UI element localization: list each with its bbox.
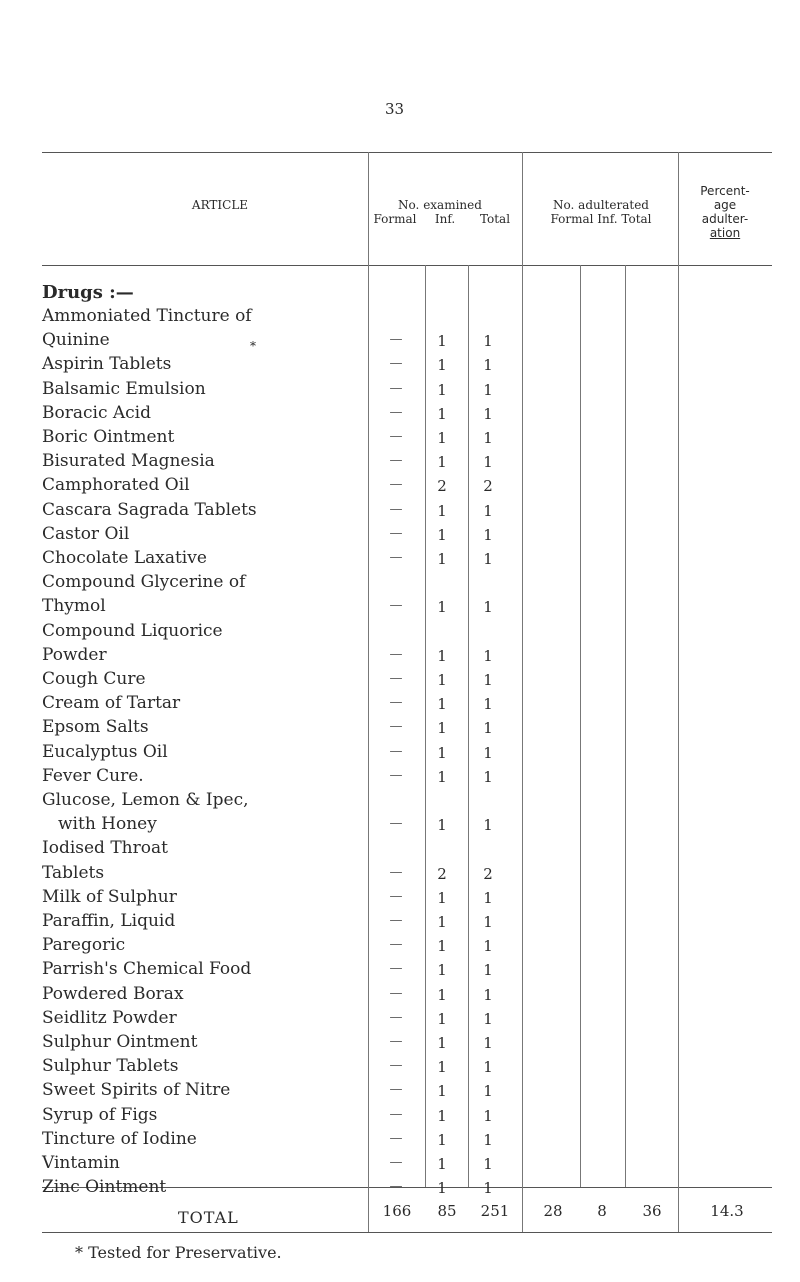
row-total: 1 <box>483 646 493 665</box>
row-formal: — <box>389 1082 403 1098</box>
row-formal: — <box>389 767 403 783</box>
totals-bottom-rule <box>42 1232 772 1233</box>
row-formal: — <box>389 404 403 420</box>
row-label: Quinine <box>42 330 110 351</box>
row-formal: — <box>389 332 403 348</box>
page-number: 33 <box>385 100 405 118</box>
row-total: 1 <box>483 1155 493 1173</box>
row-formal: — <box>389 501 403 517</box>
col-divider-total <box>468 265 469 1187</box>
row-formal: — <box>389 1130 403 1146</box>
totals-adult-inf: 8 <box>597 1202 607 1220</box>
row-label: Castor Oil <box>42 523 130 544</box>
row-inf: 1 <box>437 888 447 907</box>
row-formal: — <box>389 525 403 541</box>
totals-formal: 166 <box>382 1202 412 1220</box>
col-divider-inf <box>425 265 426 1187</box>
row-total: 1 <box>483 404 493 423</box>
row-inf: 1 <box>437 356 447 375</box>
row-inf: 1 <box>437 1179 447 1198</box>
row-label: Ammoniated Tincture of <box>42 306 252 326</box>
row-total: 1 <box>483 1034 493 1052</box>
header-percent-3: adulter- <box>701 212 749 226</box>
row-formal: — <box>389 1034 403 1049</box>
row-inf: 1 <box>437 1130 447 1149</box>
row-formal: — <box>389 743 403 759</box>
row-label: Sweet Spirits of Nitre <box>42 1080 231 1101</box>
row-total: 1 <box>483 937 493 956</box>
row-inf: 2 <box>437 477 447 496</box>
header-inf: Inf. <box>434 212 456 226</box>
row-formal: — <box>389 598 403 614</box>
totals-label: TOTAL <box>178 1208 239 1227</box>
row-total: 1 <box>483 816 493 835</box>
totals-adult-total: 36 <box>642 1202 662 1220</box>
row-formal: — <box>389 356 403 372</box>
row-label: Balsamic Emulsion <box>42 378 206 399</box>
row-formal: — <box>389 864 403 880</box>
row-inf: 1 <box>437 913 447 931</box>
row-formal: — <box>389 937 403 953</box>
row-label: Powdered Borax <box>42 983 184 1004</box>
row-label: with Honey <box>58 814 157 835</box>
row-inf: 1 <box>437 598 447 617</box>
row-total: 1 <box>483 1058 493 1077</box>
row-formal: — <box>389 888 403 904</box>
row-inf: 1 <box>437 671 447 689</box>
header-bottom-rule <box>42 265 772 266</box>
totals-total: 251 <box>480 1202 510 1220</box>
row-inf: 1 <box>437 525 447 544</box>
row-formal: — <box>389 1009 403 1025</box>
row-label: Powder <box>42 644 107 665</box>
row-label: Paregoric <box>42 935 126 956</box>
row-label: Syrup of Figs <box>42 1104 158 1125</box>
row-formal: — <box>389 1179 403 1195</box>
row-formal: — <box>389 477 403 493</box>
row-label: Compound Glycerine of <box>42 572 246 593</box>
table-top-rule <box>42 152 772 153</box>
col-divider-adult-inf <box>580 265 581 1187</box>
row-total: 1 <box>483 1130 493 1149</box>
row-inf: 1 <box>437 501 447 520</box>
row-inf: 1 <box>437 550 447 568</box>
row-total: 1 <box>483 356 493 375</box>
row-inf: 1 <box>437 404 447 423</box>
row-label: Parrish's Chemical Food <box>42 959 252 980</box>
row-inf: 2 <box>437 864 447 883</box>
row-inf: 1 <box>437 1058 447 1077</box>
row-inf: 1 <box>437 429 447 447</box>
section-title: Drugs :— <box>42 282 134 303</box>
col-divider-adulterated <box>678 152 679 1232</box>
header-article: ARTICLE <box>191 198 249 212</box>
header-percent-2: age <box>713 198 737 212</box>
totals-inf: 85 <box>437 1202 457 1220</box>
header-formal: Formal <box>373 212 417 226</box>
row-formal: — <box>389 719 403 735</box>
row-inf: 1 <box>437 1106 447 1125</box>
row-label: Tincture of Iodine <box>42 1128 197 1149</box>
row-total: 1 <box>483 1082 493 1101</box>
row-total: 1 <box>483 1009 493 1028</box>
col-divider-article <box>368 152 369 1232</box>
col-divider-adult-total <box>625 265 626 1187</box>
row-label: Paraffin, Liquid <box>42 911 176 931</box>
row-total: 1 <box>483 525 493 544</box>
row-inf: 1 <box>437 1034 447 1052</box>
row-formal: — <box>389 1058 403 1074</box>
row-inf: 1 <box>437 767 447 786</box>
row-label: Tablets <box>42 862 105 883</box>
preservative-star: * <box>250 339 256 353</box>
header-percent-1: Percent- <box>700 184 750 198</box>
header-total: Total <box>479 212 511 226</box>
row-formal: — <box>389 646 403 662</box>
row-label: Epsom Salts <box>42 717 149 738</box>
header-adulterated: No. adulterated <box>553 198 649 212</box>
row-total: 1 <box>483 767 493 786</box>
row-label: Milk of Sulphur <box>42 886 177 907</box>
row-formal: — <box>389 961 403 977</box>
row-total: 1 <box>483 501 493 520</box>
row-label: Vintamin <box>42 1153 120 1173</box>
totals-adult-formal: 28 <box>543 1202 563 1220</box>
row-formal: — <box>389 913 403 928</box>
row-inf: 1 <box>437 1009 447 1028</box>
row-inf: 1 <box>437 1155 447 1173</box>
row-total: 2 <box>483 477 493 496</box>
row-total: 1 <box>483 961 493 980</box>
row-label: Sulphur Ointment <box>42 1032 198 1052</box>
row-label: Seidlitz Powder <box>42 1007 177 1028</box>
row-total: 1 <box>483 453 493 472</box>
row-inf: 1 <box>437 985 447 1004</box>
row-inf: 1 <box>437 380 447 399</box>
footnote: * Tested for Preservative. <box>75 1243 282 1262</box>
header-adulterated-sub: Formal Inf. Total <box>550 212 652 226</box>
row-label: Cough Cure <box>42 669 146 689</box>
row-total: 1 <box>483 743 493 762</box>
row-total: 1 <box>483 598 493 617</box>
row-label: Chocolate Laxative <box>42 548 207 568</box>
row-label: Cascara Sagrada Tablets <box>42 499 257 520</box>
row-label: Boracic Acid <box>42 402 151 423</box>
row-total: 1 <box>483 719 493 738</box>
row-label: Zinc Ointment <box>42 1177 167 1198</box>
row-total: 2 <box>483 864 493 883</box>
row-label: Thymol <box>42 596 106 617</box>
row-total: 1 <box>483 888 493 907</box>
row-formal: — <box>389 1155 403 1170</box>
row-label: Camphorated Oil <box>42 475 190 496</box>
row-inf: 1 <box>437 719 447 738</box>
header-percent-4: ation <box>709 226 741 240</box>
row-total: 1 <box>483 671 493 689</box>
row-formal: — <box>389 695 403 711</box>
row-total: 1 <box>483 913 493 931</box>
row-label: Cream of Tartar <box>42 693 181 714</box>
row-inf: 1 <box>437 646 447 665</box>
row-inf: 1 <box>437 453 447 472</box>
row-inf: 1 <box>437 695 447 714</box>
row-formal: — <box>389 1106 403 1122</box>
row-total: 1 <box>483 332 493 351</box>
row-label: Glucose, Lemon & Ipec, <box>42 790 249 810</box>
row-inf: 1 <box>437 1082 447 1101</box>
row-formal: — <box>389 985 403 1001</box>
col-divider-examined <box>522 152 523 1232</box>
row-label: Bisurated Magnesia <box>42 451 215 472</box>
totals-percent: 14.3 <box>710 1202 744 1220</box>
row-total: 1 <box>483 550 493 568</box>
row-label: Aspirin Tablets <box>42 354 172 375</box>
row-total: 1 <box>483 1179 493 1198</box>
row-formal: — <box>389 429 403 444</box>
row-label: Boric Ointment <box>42 427 175 447</box>
row-label: Sulphur Tablets <box>42 1056 179 1077</box>
row-inf: 1 <box>437 961 447 980</box>
header-examined: No. examined <box>398 198 482 212</box>
row-formal: — <box>389 816 403 832</box>
row-label: Eucalyptus Oil <box>42 741 168 762</box>
row-inf: 1 <box>437 743 447 762</box>
row-label: Iodised Throat <box>42 838 168 859</box>
row-inf: 1 <box>437 816 447 835</box>
row-inf: 1 <box>437 937 447 956</box>
row-label: Compound Liquorice <box>42 620 223 641</box>
row-total: 1 <box>483 429 493 447</box>
row-total: 1 <box>483 985 493 1004</box>
row-inf: 1 <box>437 332 447 351</box>
row-formal: — <box>389 453 403 469</box>
row-formal: — <box>389 671 403 686</box>
row-formal: — <box>389 380 403 396</box>
row-total: 1 <box>483 1106 493 1125</box>
row-total: 1 <box>483 695 493 714</box>
row-total: 1 <box>483 380 493 399</box>
row-label: Fever Cure. <box>42 765 144 786</box>
row-formal: — <box>389 550 403 565</box>
